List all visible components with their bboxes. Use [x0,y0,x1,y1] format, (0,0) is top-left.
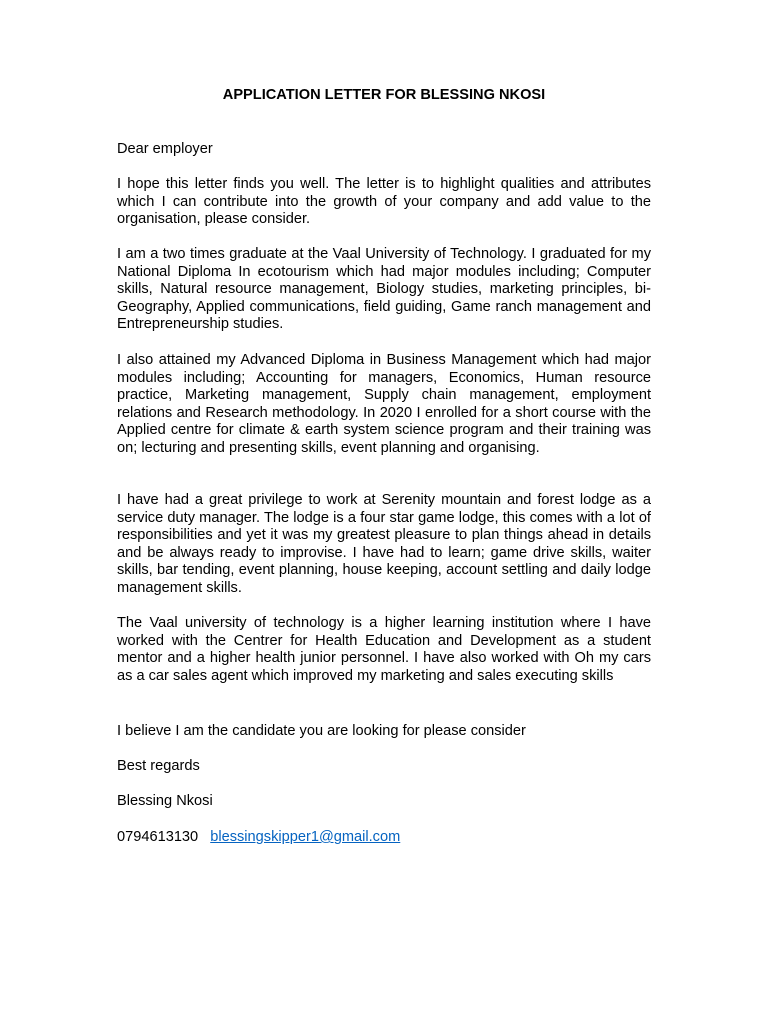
paragraph-education-advanced: I also attained my Advanced Diploma in Business Management which had major modules including; Accounting for managers, Economics, Human resource practice, Marketing management, Supply chain management, employment relations and Research methodology. In 2020 I enrolled for a short course with the Applied centre for climate & earth system science program and their training was on; lecturing and presenting skills, event planning and organising. [117,352,651,456]
letter-title: APPLICATION LETTER FOR BLESSING NKOSI [222,87,546,103]
salutation: Dear employer [117,141,213,157]
email-link[interactable]: blessingskipper1@gmail.com [210,829,401,845]
phone-number: 0794613130 [117,829,199,845]
paragraph-education-diploma: I am a two times graduate at the Vaal University of Technology. I graduated for my National Diploma In ecotourism which had major modules including; Computer skills, Natural resource management, Biology studies, marketing principles, bi-Geography, Applied communications, field guiding, Game ranch management and Entrepreneurship studies. [117,246,651,332]
paragraph-intro: I hope this letter finds you well. The letter is to highlight qualities and attributes which I can contribute into the growth of your company and add value to the organisation, please consider. [117,176,651,227]
closing-statement: I believe I am the candidate you are looking for please consider [117,723,526,739]
signature-name: Blessing Nkosi [117,793,213,809]
contact-line [117,829,400,847]
paragraph-additional-experience: The Vaal university of technology is a higher learning institution where I have worked with the Centrer for Health Education and Development as a student mentor and a higher health junior personnel. I have also worked with Oh my cars as a car sales agent which improved my marketing and sales executing skills [117,615,651,684]
sign-off: Best regards [117,758,200,774]
paragraph-work-experience: I have had a great privilege to work at Serenity mountain and forest lodge as a service duty manager. The lodge is a four star game lodge, this comes with a lot of responsibilities and yet it was my greatest pleasure to plan things ahead in details and be always ready to improvise. I have had to learn; game drive skills, waiter skills, bar tending, event planning, house keeping, account settling and daily lodge management skills. [117,492,651,596]
